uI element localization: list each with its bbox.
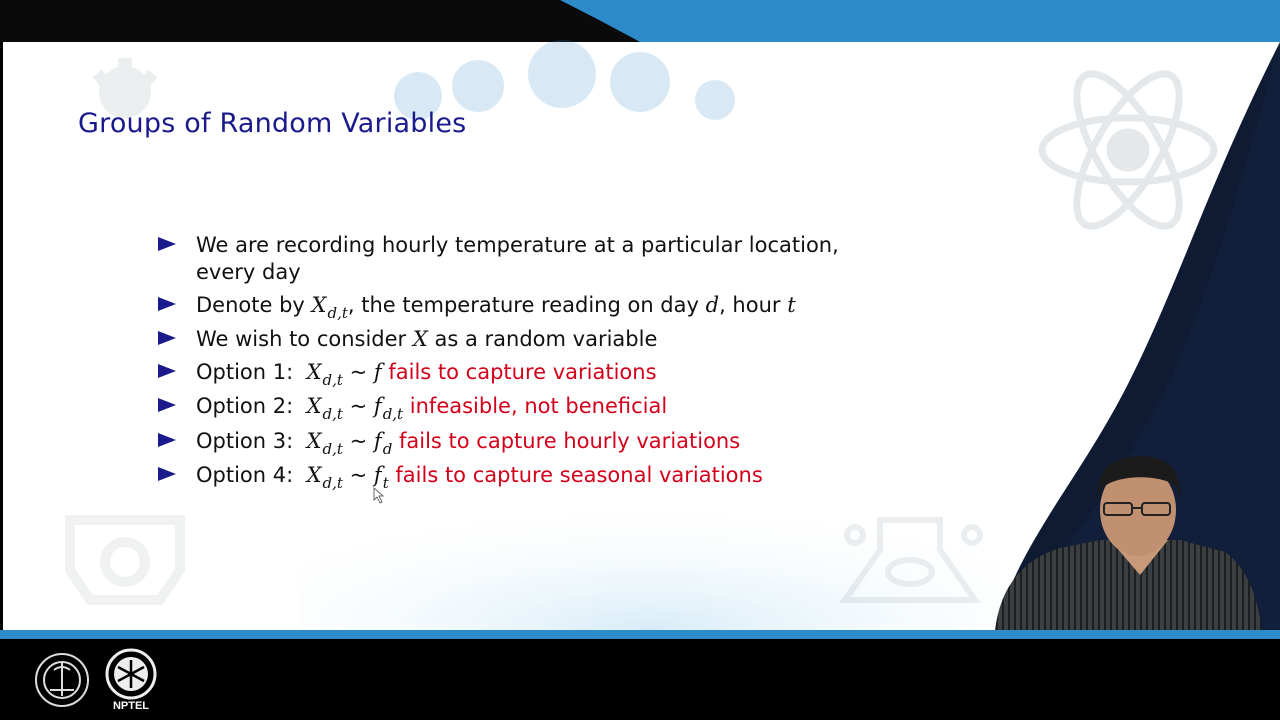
bullet-arrow-icon [158,237,176,251]
nptel-logo-text: NPTEL [112,700,150,712]
bullet-arrow-icon [158,364,176,378]
slide-title: Groups of Random Variables [78,108,467,139]
bullet-item: Option 3: $X_{d,t}$ ~ $f_d$ fails to capture hourly variations [158,428,1018,457]
bullet-arrow-icon [158,467,176,481]
bullet-item: Option 1: $X_{d,t}$ ~ f fails to capture variations [158,359,1018,388]
bullet-item: We wish to consider X as a random variable [158,326,1018,353]
bullet-arrow-icon [158,398,176,412]
bullet-item: Denote by $X_{d,t}$, the temperature reading on day d, hour t [158,292,1018,321]
bullet-item: Option 2: $X_{d,t}$ ~ $f_{d,t}$ infeasible, not beneficial [158,393,1018,422]
bullet-list [158,232,1018,497]
bullet-arrow-icon [158,331,176,345]
bullet-item: Option 4: $X_{d,t}$ ~ $f_t$ fails to capture seasonal variations [158,462,1018,491]
iit-crest-icon [36,654,88,706]
bullet-arrow-icon [158,297,176,311]
bullet-arrow-icon [158,433,176,447]
nptel-logo-icon [107,650,155,698]
bullet-item: We are recording hourly temperature at a particular location, every day [158,232,1018,286]
